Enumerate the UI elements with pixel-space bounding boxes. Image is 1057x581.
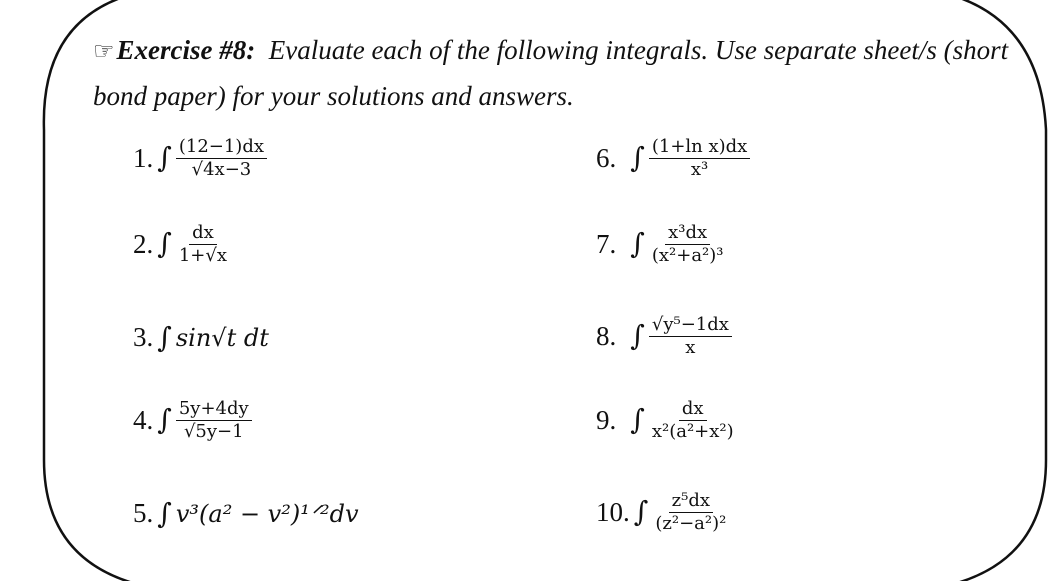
numerator: 5y+4dy	[176, 398, 252, 421]
integral-sign: ∫	[630, 227, 645, 261]
fraction	[176, 398, 252, 442]
integral-sign: ∫	[630, 403, 645, 437]
numerator: dx	[679, 398, 707, 421]
fraction	[649, 314, 732, 358]
item-number: 1.	[133, 142, 154, 173]
integral-item	[596, 222, 727, 266]
integral-sign: ∫	[157, 227, 172, 261]
integral-item	[596, 314, 732, 358]
integral-item	[133, 322, 269, 353]
integrand: v³(a² − v²)¹ᐟ²dv	[175, 499, 359, 528]
integral-sign: ∫	[157, 320, 172, 354]
item-number: 10.	[596, 496, 630, 527]
denominator: √5y−1	[183, 420, 244, 442]
numerator: z⁵dx	[669, 490, 713, 513]
item-number: 7.	[596, 228, 617, 259]
integral-item	[133, 398, 252, 442]
fraction	[652, 490, 729, 534]
item-number: 4.	[133, 404, 154, 435]
denominator: x²(a²+x²)	[651, 420, 734, 442]
denominator: 1+√x	[178, 244, 227, 266]
fraction	[649, 398, 737, 442]
integral-sign: ∫	[157, 141, 172, 175]
item-number: 6.	[596, 142, 617, 173]
integral-item	[133, 222, 230, 266]
item-number: 2.	[133, 228, 154, 259]
denominator: x	[685, 336, 696, 358]
integral-item	[596, 490, 729, 534]
denominator: (z²−a²)²	[655, 512, 727, 534]
integral-item	[596, 398, 737, 442]
numerator: (12−1)dx	[176, 136, 267, 159]
numerator: dx	[189, 222, 217, 245]
integral-sign: ∫	[630, 319, 645, 353]
integral-item	[133, 136, 267, 180]
integral-sign: ∫	[157, 403, 172, 437]
integral-sign: ∫	[633, 495, 649, 529]
exercise-header	[93, 28, 1033, 118]
exercise-instruction: Evaluate each of the following integrals. Use separate sheet/s (short bond paper) for your solutions and answers.	[93, 35, 1009, 111]
item-number: 9.	[596, 404, 617, 435]
item-number: 3.	[133, 322, 154, 352]
pointing-hand-icon: ☞	[93, 39, 115, 65]
denominator: √4x−3	[191, 158, 252, 180]
denominator: x³	[690, 158, 709, 180]
item-number: 5.	[133, 498, 154, 528]
integral-sign: ∫	[630, 141, 645, 175]
integral-item	[133, 498, 359, 529]
fraction	[649, 136, 750, 180]
fraction	[176, 222, 230, 266]
numerator: √y⁵−1dx	[649, 314, 732, 337]
fraction	[649, 222, 727, 266]
numerator: (1+ln x)dx	[649, 136, 750, 159]
numerator: x³dx	[665, 222, 710, 245]
integrand: sin√t dt	[175, 323, 269, 352]
item-number: 8.	[596, 320, 617, 351]
fraction	[176, 136, 267, 180]
integral-sign: ∫	[157, 496, 172, 530]
denominator: (x²+a²)³	[651, 244, 724, 266]
exercise-title: Exercise #8:	[116, 35, 256, 65]
integral-item	[596, 136, 750, 180]
